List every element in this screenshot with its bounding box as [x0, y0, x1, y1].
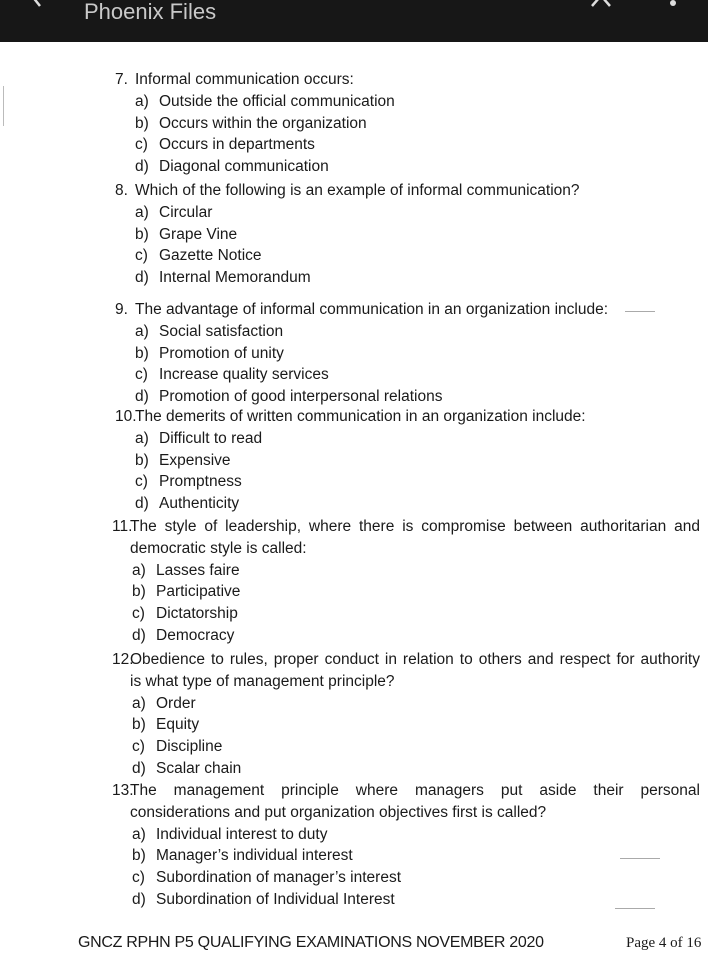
option-letter: b)	[135, 225, 149, 243]
answer-option	[132, 736, 700, 758]
option-text: Dictatorship	[156, 605, 238, 623]
option-letter: d)	[135, 158, 149, 176]
option-letter: d)	[132, 759, 146, 777]
option-text: Circular	[159, 203, 213, 221]
question-number: 11.	[112, 518, 133, 535]
option-text: Social satisfaction	[159, 322, 284, 340]
option-letter: d)	[135, 495, 149, 513]
option-letter: c)	[135, 247, 148, 265]
app-title: Phoenix Files	[84, 0, 217, 24]
question-number: 13.	[112, 782, 134, 799]
option-text: Occurs in departments	[159, 136, 315, 154]
option-letter: d)	[135, 269, 149, 287]
answer-option	[135, 134, 395, 156]
answer-option	[135, 202, 580, 224]
option-letter: a)	[132, 825, 146, 843]
option-text: Expensive	[159, 451, 231, 469]
option-letter: b)	[132, 716, 146, 734]
answer-option	[135, 91, 395, 113]
answer-option	[135, 224, 580, 246]
question-number: 10.	[115, 408, 137, 425]
option-letter: b)	[132, 847, 146, 865]
option-letter: b)	[132, 583, 146, 601]
option-text: Individual interest to duty	[156, 825, 328, 843]
option-text: Democracy	[156, 626, 235, 644]
option-text: Participative	[156, 583, 241, 601]
answer-option	[132, 581, 700, 603]
option-letter: d)	[132, 626, 146, 644]
answer-option	[135, 245, 580, 267]
answer-option	[132, 603, 700, 625]
option-text: Increase quality services	[159, 366, 329, 384]
question-7	[115, 69, 395, 178]
question-text: Obedience to rules, proper conduct in relation to others and respect for authority	[130, 651, 700, 668]
scan-mark	[620, 858, 660, 859]
question-13	[112, 780, 700, 911]
page-edge	[3, 86, 4, 126]
answer-option	[132, 867, 700, 889]
option-text: Promotion of unity	[159, 344, 284, 362]
answer-option	[135, 267, 580, 289]
app-toolbar	[0, 0, 708, 42]
question-text: considerations and put organization objectives first is called?	[130, 803, 547, 821]
answer-option	[132, 693, 700, 715]
question-10	[115, 406, 586, 515]
option-letter: a)	[135, 429, 149, 447]
option-text: Authenticity	[159, 495, 240, 513]
expand-icon[interactable]	[590, 0, 612, 8]
option-text: Order	[156, 694, 196, 712]
answer-option	[135, 321, 608, 343]
back-arrow-icon[interactable]	[28, 0, 48, 14]
option-text: Equity	[156, 716, 200, 734]
option-letter: b)	[135, 451, 149, 469]
question-text: democratic style is called:	[130, 539, 307, 557]
question-text: Which of the following is an example of informal communication?	[135, 182, 580, 199]
answer-option	[135, 450, 586, 472]
option-text: Occurs within the organization	[159, 114, 367, 132]
option-text: Lasses faire	[156, 561, 240, 579]
option-letter: d)	[135, 388, 149, 406]
option-letter: b)	[135, 114, 149, 132]
question-8	[115, 180, 580, 289]
answer-option	[132, 758, 700, 780]
option-text: Diagonal communication	[159, 158, 329, 176]
option-letter: a)	[132, 694, 146, 712]
question-text: The management principle where managers put aside their personal	[130, 782, 700, 799]
answer-option	[132, 714, 700, 736]
option-text: Internal Memorandum	[159, 269, 311, 287]
option-letter: a)	[135, 92, 149, 110]
question-number: 8.	[115, 182, 128, 199]
answer-option	[132, 625, 700, 647]
option-letter: c)	[132, 738, 145, 756]
option-text: Subordination of manager’s interest	[156, 869, 401, 887]
option-text: Gazette Notice	[159, 247, 262, 265]
scan-mark	[615, 908, 655, 909]
answer-option	[135, 493, 586, 515]
answer-option	[132, 560, 700, 582]
option-text: Outside the official communication	[159, 92, 395, 110]
answer-option	[132, 824, 700, 846]
exam-footer: GNCZ RPHN P5 QUALIFYING EXAMINATIONS NOVEMBER 2020	[78, 934, 544, 951]
option-letter: d)	[132, 890, 146, 908]
question-text: The demerits of written communication in an organization include:	[135, 408, 586, 425]
question-number: 7.	[115, 71, 128, 88]
option-letter: a)	[132, 561, 146, 579]
option-text: Promotion of good interpersonal relations	[159, 388, 443, 406]
option-letter: c)	[135, 366, 148, 384]
option-letter: c)	[135, 136, 148, 154]
question-number: 9.	[115, 301, 128, 318]
option-text: Manager’s individual interest	[156, 847, 353, 865]
answer-option	[135, 471, 586, 493]
question-text: The advantage of informal communication in an organization include:	[135, 301, 609, 318]
answer-option	[135, 343, 608, 365]
more-options-icon[interactable]	[667, 0, 679, 16]
option-letter: c)	[132, 869, 145, 887]
answer-option	[132, 845, 700, 867]
option-letter: a)	[135, 322, 149, 340]
question-text: The style of leadership, where there is compromise between authoritarian and	[130, 518, 700, 535]
scan-mark	[625, 311, 655, 312]
option-letter: c)	[135, 473, 148, 491]
question-12	[112, 649, 700, 780]
answer-option	[135, 386, 608, 408]
answer-option	[135, 364, 608, 386]
option-text: Grape Vine	[159, 225, 238, 243]
answer-option	[135, 113, 395, 135]
option-text: Difficult to read	[159, 429, 263, 447]
question-text: is what type of management principle?	[130, 672, 395, 690]
option-text: Promptness	[159, 473, 242, 491]
option-text: Subordination of Individual Interest	[156, 890, 395, 908]
option-text: Discipline	[156, 738, 223, 756]
question-11	[112, 516, 700, 647]
question-9	[115, 299, 608, 408]
answer-option	[135, 156, 395, 178]
answer-option	[135, 428, 586, 450]
question-text: Informal communication occurs:	[135, 71, 354, 88]
option-letter: b)	[135, 344, 149, 362]
option-letter: a)	[135, 203, 149, 221]
option-text: Scalar chain	[156, 759, 242, 777]
option-letter: c)	[132, 605, 145, 623]
question-number: 12.	[112, 651, 134, 668]
page-number: Page 4 of 16	[626, 935, 702, 951]
